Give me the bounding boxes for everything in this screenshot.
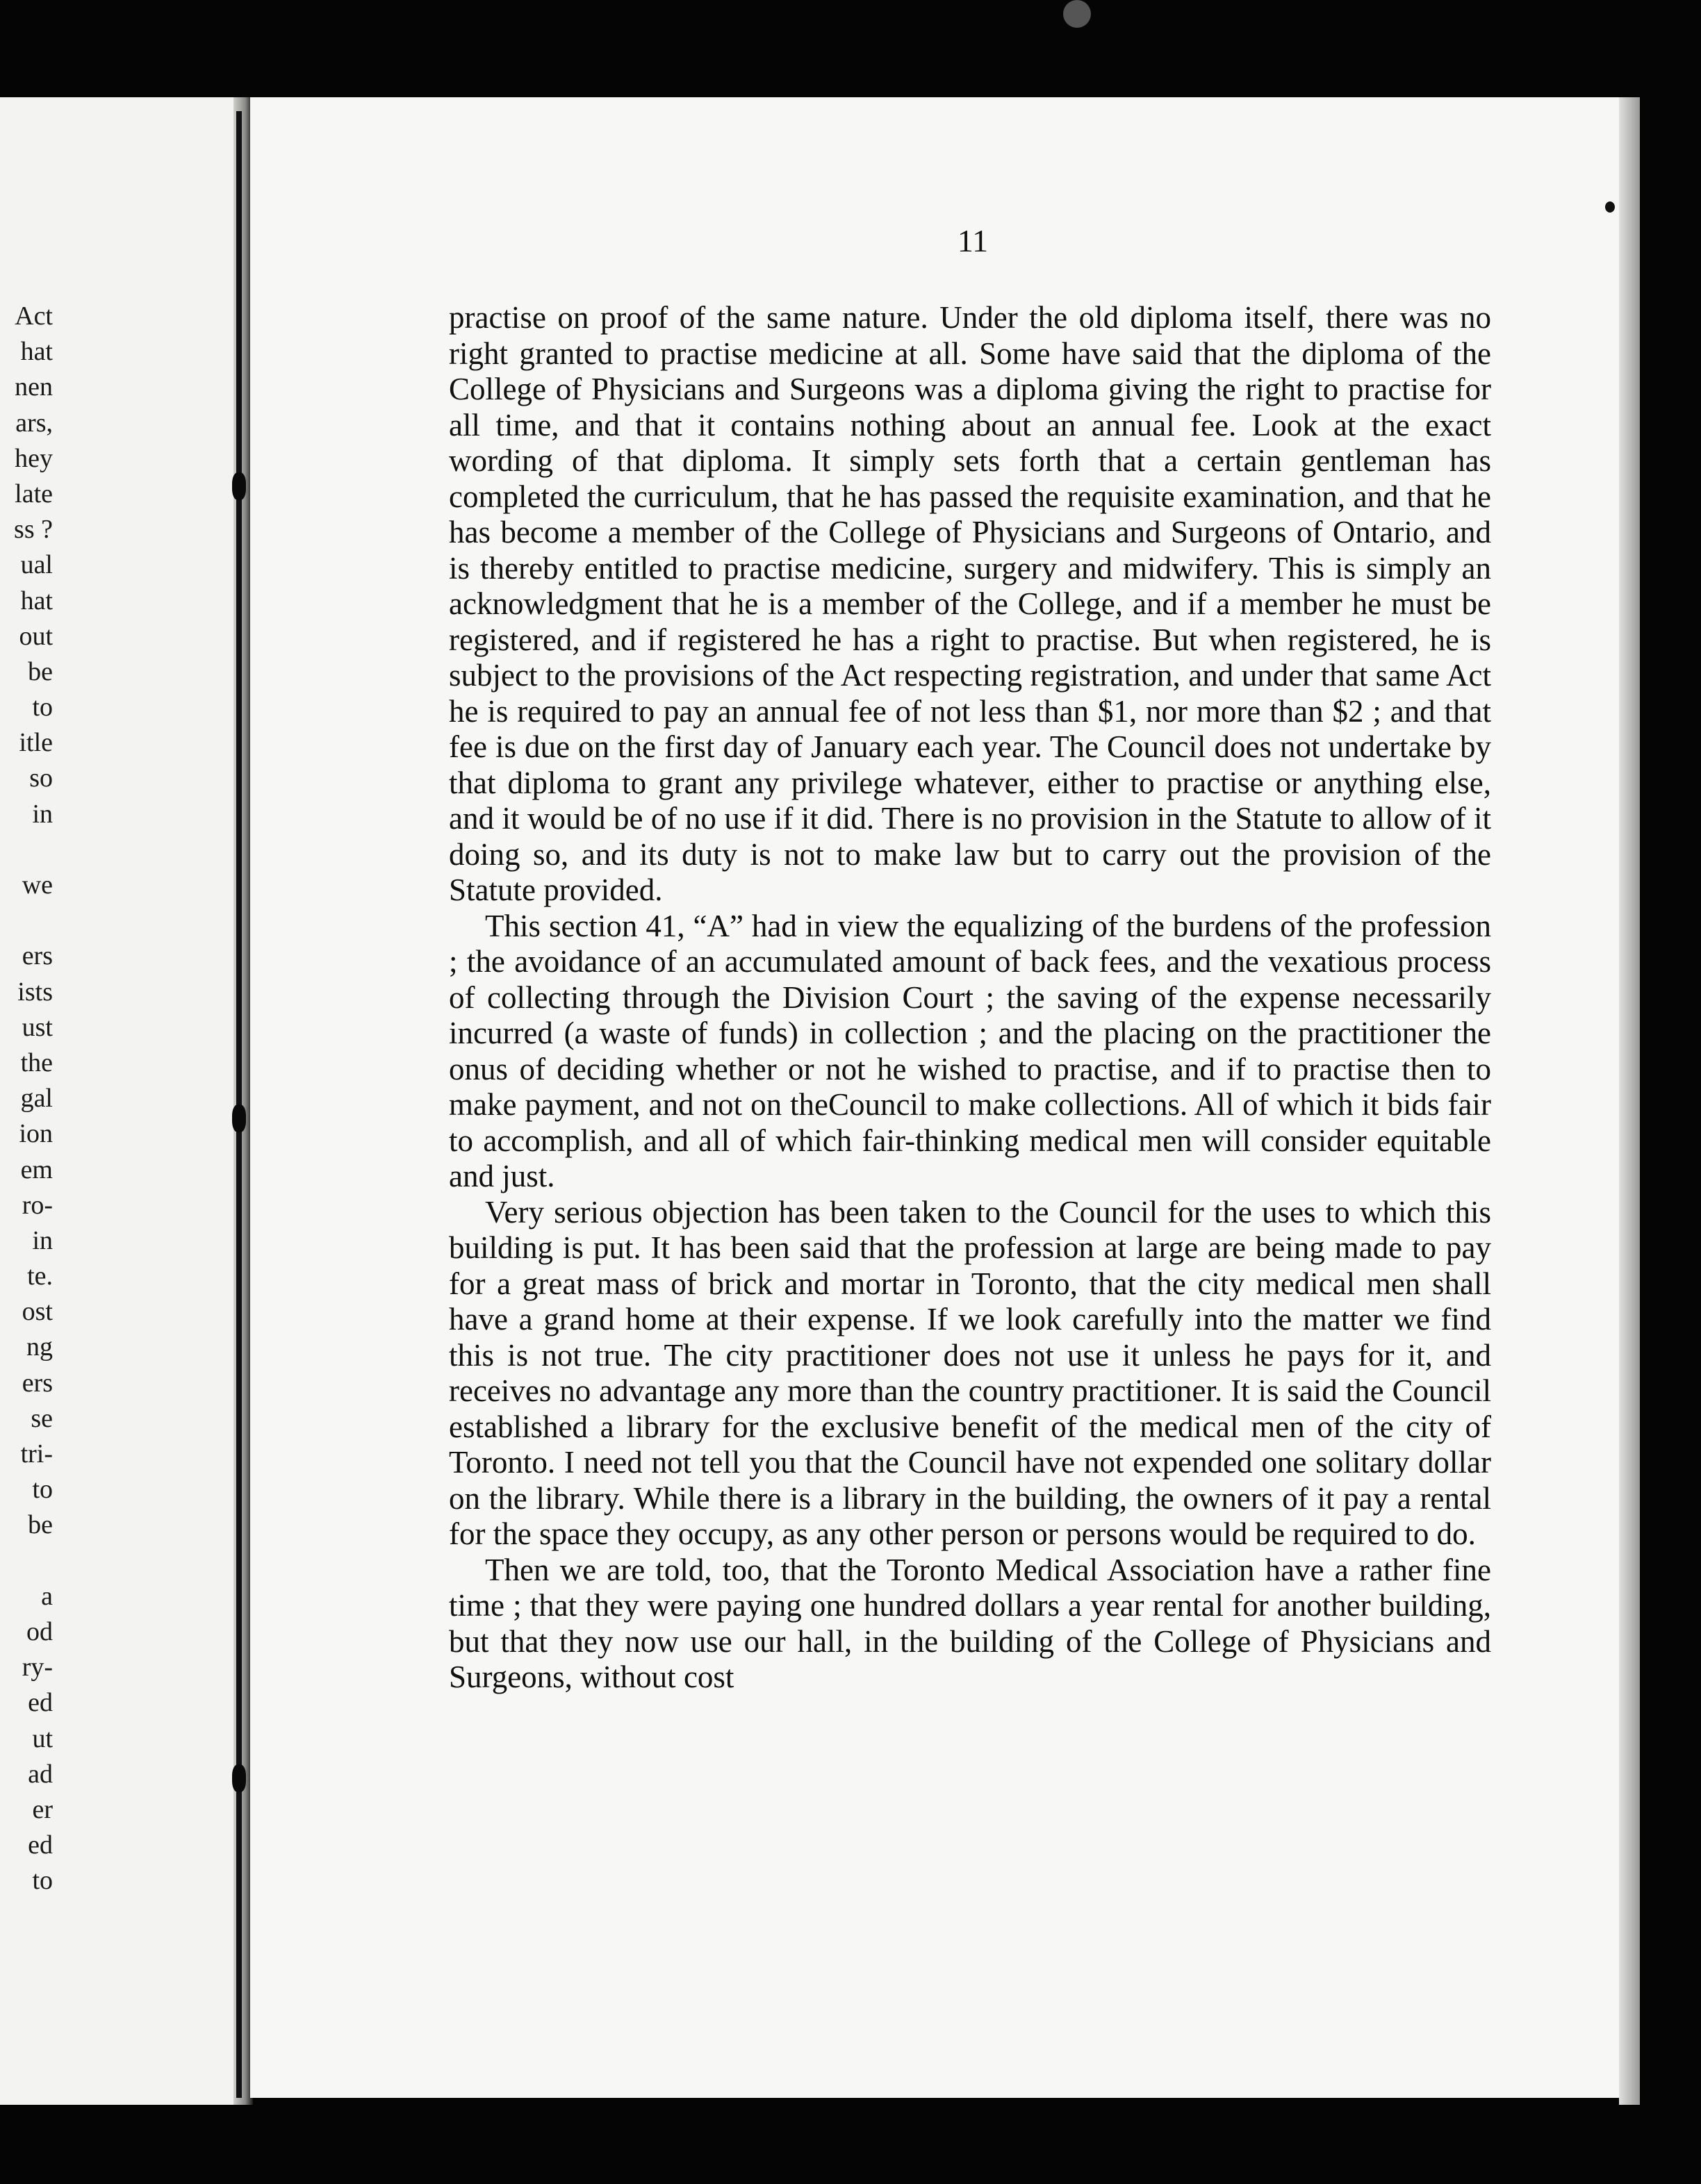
left-page-fragment: ers (22, 1368, 53, 1398)
left-page-fragment: we (22, 870, 53, 900)
left-page-fragment (0, 832, 53, 868)
left-page-fragment: ro- (22, 1190, 53, 1220)
left-page-fragment: nen (15, 372, 53, 402)
left-page-fragment: to (32, 693, 53, 722)
left-page-fragment: ed (28, 1830, 53, 1860)
left-page-fragment: in (32, 799, 53, 829)
left-page-fragment: in (32, 1225, 53, 1255)
left-page-fragment: ers (22, 941, 53, 971)
left-page-text-fragments (0, 299, 53, 1898)
left-page-fragment: ss ? (14, 515, 53, 545)
right-page-edge (1619, 97, 1640, 2105)
left-page-fragment (0, 1544, 53, 1579)
paragraph: This section 41, “A” had in view the equalizing of the burdens of the profession ; the avoidance of an accumulated amount of back fees, and the vexatious process of collecting through the Division Court ; the saving of the expense necessarily incurred (a waste of funds) in collection ; and the placing on the practitioner the onus of deciding whether or not he wished to practise, and if to practise then to make payment, and not on theCouncil to make collections. All of which it bids fair to accomplish, and all of which fair-thinking medical men will consider equitable and just. (449, 908, 1491, 1193)
left-page-fragment: er (32, 1794, 53, 1824)
binding-knot (232, 1105, 246, 1132)
left-page-fragment: od (26, 1616, 53, 1646)
paragraph: Then we are told, too, that the Toronto Medical Association have a rather fine time ; that they were paying one hundred dollars a year rental for another building, but that they now use our hall, in the building of the College of Physicians and Surgeons, without cost (449, 1552, 1491, 1694)
left-page-fragment: out (19, 621, 53, 651)
left-page-fragment: itle (19, 728, 53, 758)
left-page-fragment: ars, (15, 408, 53, 438)
left-page-fragment: ad (28, 1759, 53, 1789)
left-page-fragment: ust (22, 1012, 53, 1042)
paragraph: Very serious objection has been taken to the Council for the uses to which this building is put. It has been said that the profession at large are being made to pay for a great mass of brick and mortar in Toronto, that the city medical men shall have a grand home at their expense. If we look carefully into the matter we find this is not true. The city practitioner does not use it unless he pays for it, and receives no advantage any more than the country practitioner. It is said the Council established a library for the exclusive benefit of the medical men of the city of Toronto. I need not tell you that the Council have not expended one solitary dollar on the library. While there is a library in the building, the owners of it pay a rental for the space they occupy, as any other person or persons would be required to do. (449, 1194, 1491, 1551)
left-page-fragment: hey (15, 443, 53, 473)
left-page-fragment: em (20, 1155, 53, 1184)
scan-speck (1605, 201, 1615, 213)
left-page-fragment: ists (17, 977, 53, 1007)
left-page-fragment: be (28, 656, 53, 686)
left-page-fragment: be (28, 1510, 53, 1540)
left-page-fragment: gal (20, 1084, 53, 1114)
paragraph: practise on proof of the same nature. Under the old diploma itself, there was no right granted to practise medicine at all. Some have said that the diploma of the College of Physicians and Surgeons was a diploma giving the right to practise for all time, and that it contains nothing about an annual fee. Look at the exact wording of that diploma. It simply sets forth that a certain gentleman has completed the curriculum, that he has passed the requisite examination, and that he has become a member of the College of Physicians and Surgeons of Ontario, and is thereby entitled to practise medicine, surgery and midwifery. This is simply an acknowledgment that he is a member of the College, and if a member he must be registered, and if registered he has a right to practise. But when registered, he is subject to the provisions of the Act respecting registration, and under that same Act he is required to pay an annual fee of not less than $1, nor more than $2 ; and that fee is due on the first day of January each year. The Council does not undertake by that diploma to grant any privilege whatever, either to practise or anything else, and it would be of no use if it did. There is no provision in the Statute to allow of it doing so, and its duty is not to make law but to carry out the provision of the Statute provided. (449, 300, 1491, 907)
binding-knot (232, 1764, 246, 1792)
left-page-fragment: se (31, 1403, 53, 1433)
scan-speck (1063, 0, 1091, 28)
left-page-fragment: to (32, 1475, 53, 1505)
left-page-fragment: ed (28, 1688, 53, 1718)
left-page-fragment: ost (22, 1297, 53, 1327)
left-page-fragment: ual (20, 550, 53, 580)
page-number: 11 (957, 223, 989, 258)
left-page-fragment: te. (27, 1261, 53, 1291)
binding-knot (232, 472, 246, 500)
left-page-fragment: ng (26, 1332, 53, 1362)
left-page-fragment: tri- (20, 1439, 53, 1469)
left-page-fragment: ion (19, 1119, 53, 1149)
left-page-fragment: hat (20, 337, 53, 367)
left-page-fragment: so (29, 763, 53, 793)
left-page-fragment: hat (20, 586, 53, 615)
body-text (449, 300, 1491, 1696)
left-page-fragment: a (41, 1581, 53, 1611)
left-page-fragment: Act (15, 301, 53, 331)
left-page-fragment: the (20, 1048, 53, 1077)
left-page-fragment (0, 903, 53, 938)
left-page-fragment: ry- (22, 1653, 53, 1682)
left-page-fragment: ut (32, 1723, 53, 1753)
left-page-fragment: to (32, 1866, 53, 1896)
left-page-fragment: late (15, 479, 53, 508)
